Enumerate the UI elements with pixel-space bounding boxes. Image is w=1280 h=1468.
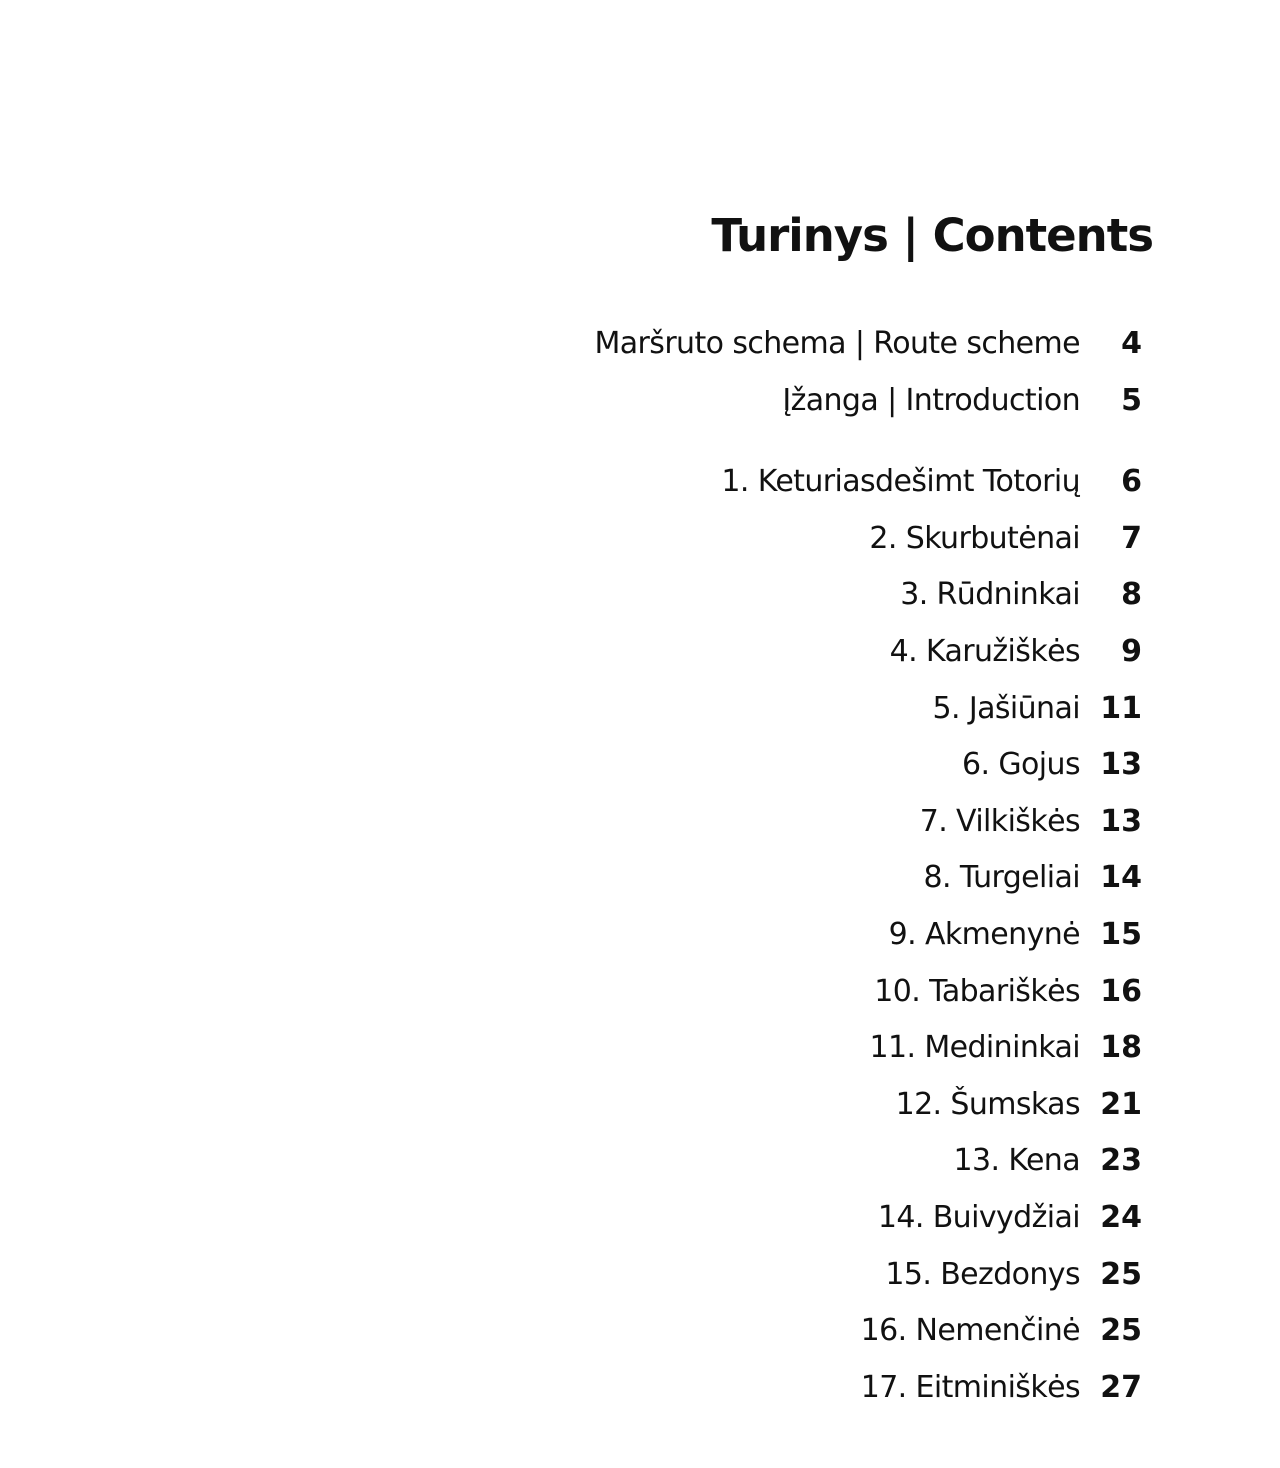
toc-item [594, 691, 1142, 748]
toc-item [594, 917, 1142, 974]
toc-label: 7. Vilkiškės [919, 803, 1080, 839]
toc-label: 1. Keturiasdešimt Totorių [721, 464, 1080, 500]
toc-item [594, 1087, 1142, 1144]
toc-page-number: 24 [1100, 1199, 1142, 1235]
toc-page-number: 13 [1100, 747, 1142, 783]
toc-page-number: 5 [1121, 382, 1142, 418]
toc-label: 6. Gojus [962, 747, 1080, 783]
toc-item [594, 521, 1142, 578]
toc-label: 10. Tabariškės [874, 973, 1080, 1009]
toc-item [594, 1370, 1142, 1427]
toc-page-number: 4 [1121, 326, 1142, 361]
toc-page-number: 9 [1121, 633, 1142, 669]
toc-page-number: 14 [1100, 860, 1142, 896]
toc-label: 11. Medininkai [869, 1030, 1080, 1066]
toc-item [594, 860, 1142, 917]
toc-page-number: 25 [1100, 1313, 1142, 1349]
table-of-contents [594, 326, 1142, 1426]
toc-front-item [594, 326, 1142, 383]
toc-item [594, 974, 1142, 1031]
toc-page-number: 8 [1121, 577, 1142, 613]
toc-page-number: 25 [1100, 1256, 1142, 1292]
toc-label: 9. Akmenynė [888, 916, 1080, 952]
toc-item [594, 1200, 1142, 1257]
toc-page-number: 21 [1100, 1086, 1142, 1122]
page-title: Turinys | Contents [711, 209, 1153, 262]
toc-item [594, 464, 1142, 521]
toc-item [594, 1257, 1142, 1314]
toc-label: 2. Skurbutėnai [869, 520, 1080, 556]
toc-page-number: 15 [1100, 916, 1142, 952]
toc-page-number: 7 [1121, 520, 1142, 556]
toc-item [594, 577, 1142, 634]
toc-item [594, 804, 1142, 861]
toc-label: 16. Nemenčinė [860, 1313, 1080, 1349]
toc-label: 5. Jašiūnai [932, 690, 1080, 726]
toc-label: Įžanga | Introduction [782, 382, 1080, 418]
toc-page-number: 16 [1100, 973, 1142, 1009]
toc-page-number: 6 [1121, 464, 1142, 500]
toc-label: 12. Šumskas [895, 1086, 1080, 1122]
toc-label: 13. Kena [953, 1143, 1080, 1179]
toc-page-number: 18 [1100, 1030, 1142, 1066]
toc-page-number: 13 [1100, 803, 1142, 839]
toc-item [594, 1313, 1142, 1370]
toc-label: 4. Karužiškės [889, 633, 1080, 669]
toc-label: 17. Eitminiškės [860, 1369, 1080, 1405]
toc-item [594, 1143, 1142, 1200]
toc-label: Maršruto schema | Route scheme [594, 326, 1080, 361]
toc-label: 8. Turgeliai [923, 860, 1080, 896]
toc-page-number: 11 [1100, 690, 1142, 726]
toc-item [594, 634, 1142, 691]
toc-label: 3. Rūdninkai [900, 577, 1080, 613]
toc-item [594, 1030, 1142, 1087]
toc-front-item [594, 383, 1142, 440]
toc-label: 14. Buivydžiai [877, 1199, 1080, 1235]
toc-page-number: 27 [1100, 1369, 1142, 1405]
toc-item [594, 747, 1142, 804]
toc-label: 15. Bezdonys [885, 1256, 1080, 1292]
toc-page-number: 23 [1100, 1143, 1142, 1179]
